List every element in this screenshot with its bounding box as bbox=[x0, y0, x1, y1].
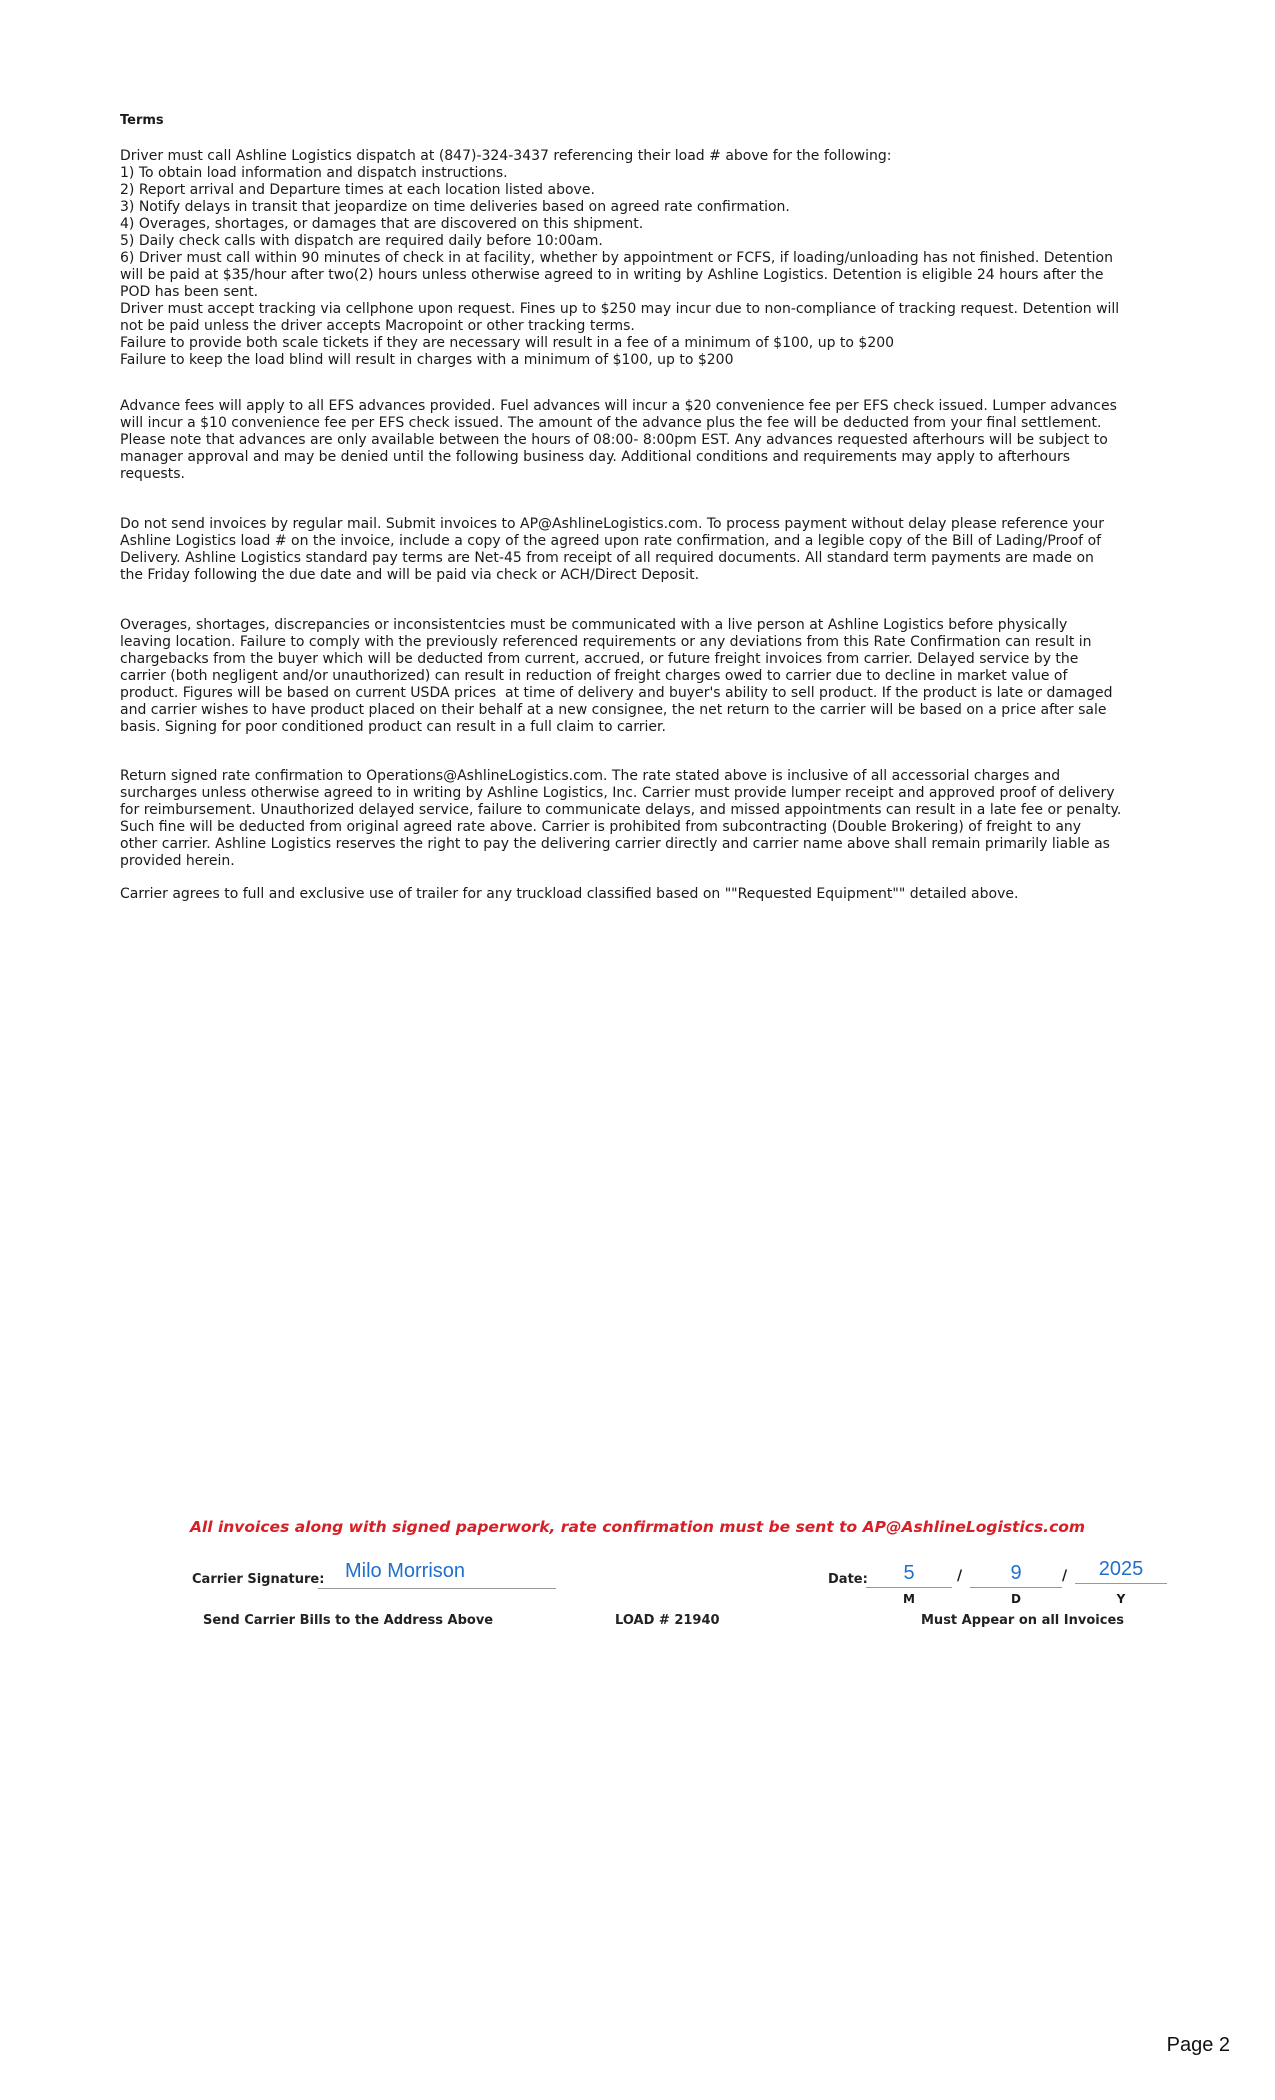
date-month-label: M bbox=[903, 1592, 915, 1606]
terms-line: Please note that advances are only available between the hours of 08:00- 8:00pm EST. Any advances requested afterhours will be subject to bbox=[120, 432, 1108, 448]
terms-line: other carrier. Ashline Logistics reserves the right to pay the delivering carrier directly and carrier name above shall remain primarily liable as bbox=[120, 836, 1110, 852]
terms-line: 6) Driver must call within 90 minutes of check in at facility, whether by appointment or FCFS, if loading/unloading has not finished. Detention bbox=[120, 250, 1113, 266]
terms-line: Driver must call Ashline Logistics dispatch at (847)-324-3437 referencing their load # above for the following: bbox=[120, 148, 892, 164]
terms-line: 5) Daily check calls with dispatch are required daily before 10:00am. bbox=[120, 233, 603, 249]
terms-line: 2) Report arrival and Departure times at each location listed above. bbox=[120, 182, 595, 198]
page-number: Page 2 bbox=[1166, 2034, 1230, 2056]
terms-line: Such fine will be deducted from original agreed rate above. Carrier is prohibited from subcontracting (Double Brokering) of freight to any bbox=[120, 819, 1082, 835]
terms-paragraph-overages bbox=[120, 617, 1170, 736]
terms-line: the Friday following the due date and will be paid via check or ACH/Direct Deposit. bbox=[120, 567, 700, 583]
carrier-signature-label: Carrier Signature: bbox=[192, 1572, 325, 1587]
terms-paragraph-driver-calls bbox=[120, 148, 1170, 369]
terms-title: Terms bbox=[120, 113, 164, 128]
terms-line: and carrier wishes to have product placed on their behalf at a new consignee, the net return to the carrier will be based on a price after sale bbox=[120, 702, 1107, 718]
date-day-label: D bbox=[1011, 1592, 1021, 1606]
terms-line: Do not send invoices by regular mail. Submit invoices to AP@AshlineLogistics.com. To process payment without delay please reference your bbox=[120, 516, 1105, 532]
terms-line: 4) Overages, shortages, or damages that are discovered on this shipment. bbox=[120, 216, 644, 232]
terms-line: Failure to provide both scale tickets if they are necessary will result in a fee of a minimum of $100, up to $200 bbox=[120, 335, 895, 351]
terms-paragraph-invoices bbox=[120, 516, 1170, 584]
terms-line: Ashline Logistics load # on the invoice, include a copy of the agreed upon rate confirmation, and a legible copy of the Bill of Lading/Proof of bbox=[120, 533, 1102, 549]
terms-line: 3) Notify delays in transit that jeopardize on time deliveries based on agreed rate confirmation. bbox=[120, 199, 790, 215]
terms-line: Return signed rate confirmation to Operations@AshlineLogistics.com. The rate stated above is inclusive of all accessorial charges and bbox=[120, 768, 1061, 784]
terms-line: not be paid unless the driver accepts Macropoint or other tracking terms. bbox=[120, 318, 635, 334]
date-separator: / bbox=[957, 1568, 963, 1584]
terms-paragraph-rate-confirmation bbox=[120, 768, 1170, 870]
terms-line: Advance fees will apply to all EFS advances provided. Fuel advances will incur a $20 convenience fee per EFS check issued. Lumper advances bbox=[120, 398, 1117, 414]
date-month-field[interactable]: 5 bbox=[866, 1560, 952, 1588]
terms-line: carrier (both negligent and/or unauthorized) can result in reduction of freight charges owed to carrier due to decline in market value of bbox=[120, 668, 1068, 684]
terms-paragraph-advance-fees bbox=[120, 398, 1170, 483]
terms-line: POD has been sent. bbox=[120, 284, 259, 300]
terms-line: will incur a $10 convenience fee per EFS check issued. The amount of the advance plus the fee will be deducted from your final settlement. bbox=[120, 415, 1102, 431]
terms-line: for reimbursement. Unauthorized delayed service, failure to communicate delays, and missed appointments can result in a late fee or penalty. bbox=[120, 802, 1122, 818]
bills-address-note: Send Carrier Bills to the Address Above bbox=[203, 1613, 494, 1628]
date-day-field[interactable]: 9 bbox=[970, 1560, 1062, 1588]
invoice-requirement-note: Must Appear on all Invoices bbox=[921, 1613, 1125, 1628]
terms-line: manager approval and may be denied until the following business day. Additional conditions and requirements may apply to afterhours bbox=[120, 449, 1071, 465]
invoice-notice: All invoices along with signed paperwork, rate confirmation must be sent to AP@AshlineLogistics.com bbox=[189, 1518, 1086, 1536]
terms-line: Carrier agrees to full and exclusive use of trailer for any truckload classified based on ""Requested Equipment"" detailed above. bbox=[120, 886, 1019, 902]
terms-line: 1) To obtain load information and dispatch instructions. bbox=[120, 165, 508, 181]
terms-line: Driver must accept tracking via cellphone upon request. Fines up to $250 may incur due to non-compliance of tracking request. Detention will bbox=[120, 301, 1120, 317]
terms-line: basis. Signing for poor conditioned product can result in a full claim to carrier. bbox=[120, 719, 666, 735]
date-separator: / bbox=[1062, 1568, 1068, 1584]
terms-line: provided herein. bbox=[120, 853, 235, 869]
terms-line: leaving location. Failure to comply with the previously referenced requirements or any deviations from this Rate Confirmation can result in bbox=[120, 634, 1092, 650]
terms-paragraph-trailer-use bbox=[120, 886, 1170, 903]
date-year-label: Y bbox=[1116, 1592, 1126, 1606]
terms-line: Failure to keep the load blind will result in charges with a minimum of $100, up to $200 bbox=[120, 352, 734, 368]
date-year-field[interactable]: 2025 bbox=[1075, 1556, 1167, 1584]
terms-line: requests. bbox=[120, 466, 185, 482]
load-number: LOAD # 21940 bbox=[615, 1613, 720, 1628]
carrier-signature-value: Milo Morrison bbox=[345, 1560, 466, 1582]
terms-line: Overages, shortages, discrepancies or inconsistentcies must be communicated with a live person at Ashline Logistics before physically bbox=[120, 617, 1068, 633]
terms-line: product. Figures will be based on current USDA prices at time of delivery and buyer's ability to sell product. If the product is late or damaged bbox=[120, 685, 1113, 701]
date-label: Date: bbox=[828, 1572, 868, 1587]
terms-line: Delivery. Ashline Logistics standard pay terms are Net-45 from receipt of all required documents. All standard term payments are made on bbox=[120, 550, 1094, 566]
terms-line: will be paid at $35/hour after two(2) hours unless otherwise agreed to in writing by Ashline Logistics. Detention is eligible 24 hours after the bbox=[120, 267, 1104, 283]
terms-line: surcharges unless otherwise agreed to in writing by Ashline Logistics, Inc. Carrier must provide lumper receipt and approved proof of delivery bbox=[120, 785, 1115, 801]
terms-line: chargebacks from the buyer which will be deducted from current, accrued, or future freight invoices from carrier. Delayed service by the bbox=[120, 651, 1079, 667]
